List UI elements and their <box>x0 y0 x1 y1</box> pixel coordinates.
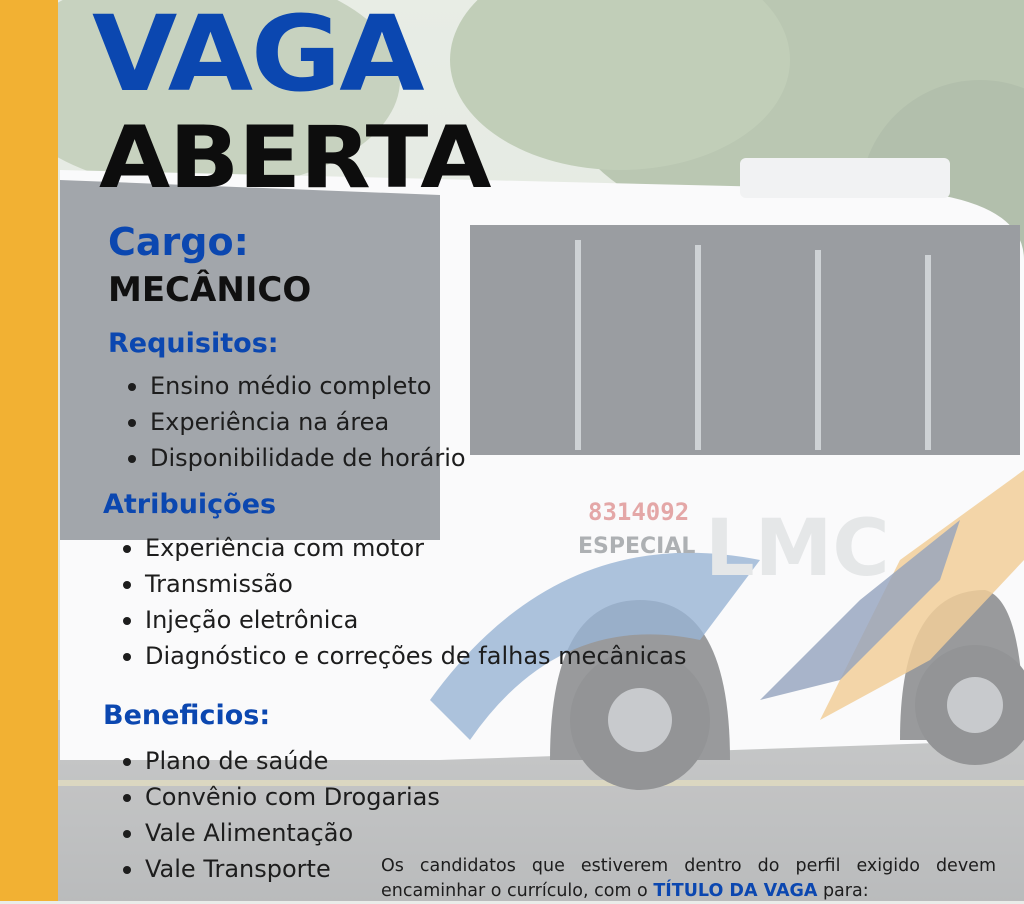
list-item: Convênio com Drogarias <box>121 779 440 815</box>
list-item: Ensino médio completo <box>126 368 466 404</box>
list-item: Disponibilidade de horário <box>126 440 466 476</box>
cargo-value: MECÂNICO <box>108 270 312 310</box>
list-item: Injeção eletrônica <box>121 602 687 638</box>
list-item: Transmissão <box>121 566 687 602</box>
list-item: Experiência na área <box>126 404 466 440</box>
job-title-highlight: TÍTULO DA VAGA <box>653 881 818 901</box>
list-item: Diagnóstico e correções de falhas mecânicas <box>121 638 687 674</box>
beneficios-title: Beneficios: <box>103 700 271 731</box>
cargo-label: Cargo: <box>108 220 249 264</box>
list-item: Experiência com motor <box>121 530 687 566</box>
headline-vaga: VAGA <box>92 0 423 115</box>
left-accent-stripe <box>0 0 58 901</box>
instructions-text-end: para: <box>817 881 869 901</box>
atribuicoes-title: Atribuições <box>103 489 277 520</box>
headline-aberta: ABERTA <box>99 108 491 208</box>
list-item: Vale Alimentação <box>121 815 440 851</box>
requisitos-title: Requisitos: <box>108 328 279 359</box>
atribuicoes-list <box>121 530 687 674</box>
list-item: Vale Transporte <box>121 851 440 887</box>
list-item: Plano de saúde <box>121 743 440 779</box>
application-instructions <box>381 854 996 904</box>
requisitos-list <box>126 368 466 476</box>
instructions-text: Os candidatos que estiverem dentro do perfil exigido devem encaminhar o currículo, com o <box>381 856 996 901</box>
